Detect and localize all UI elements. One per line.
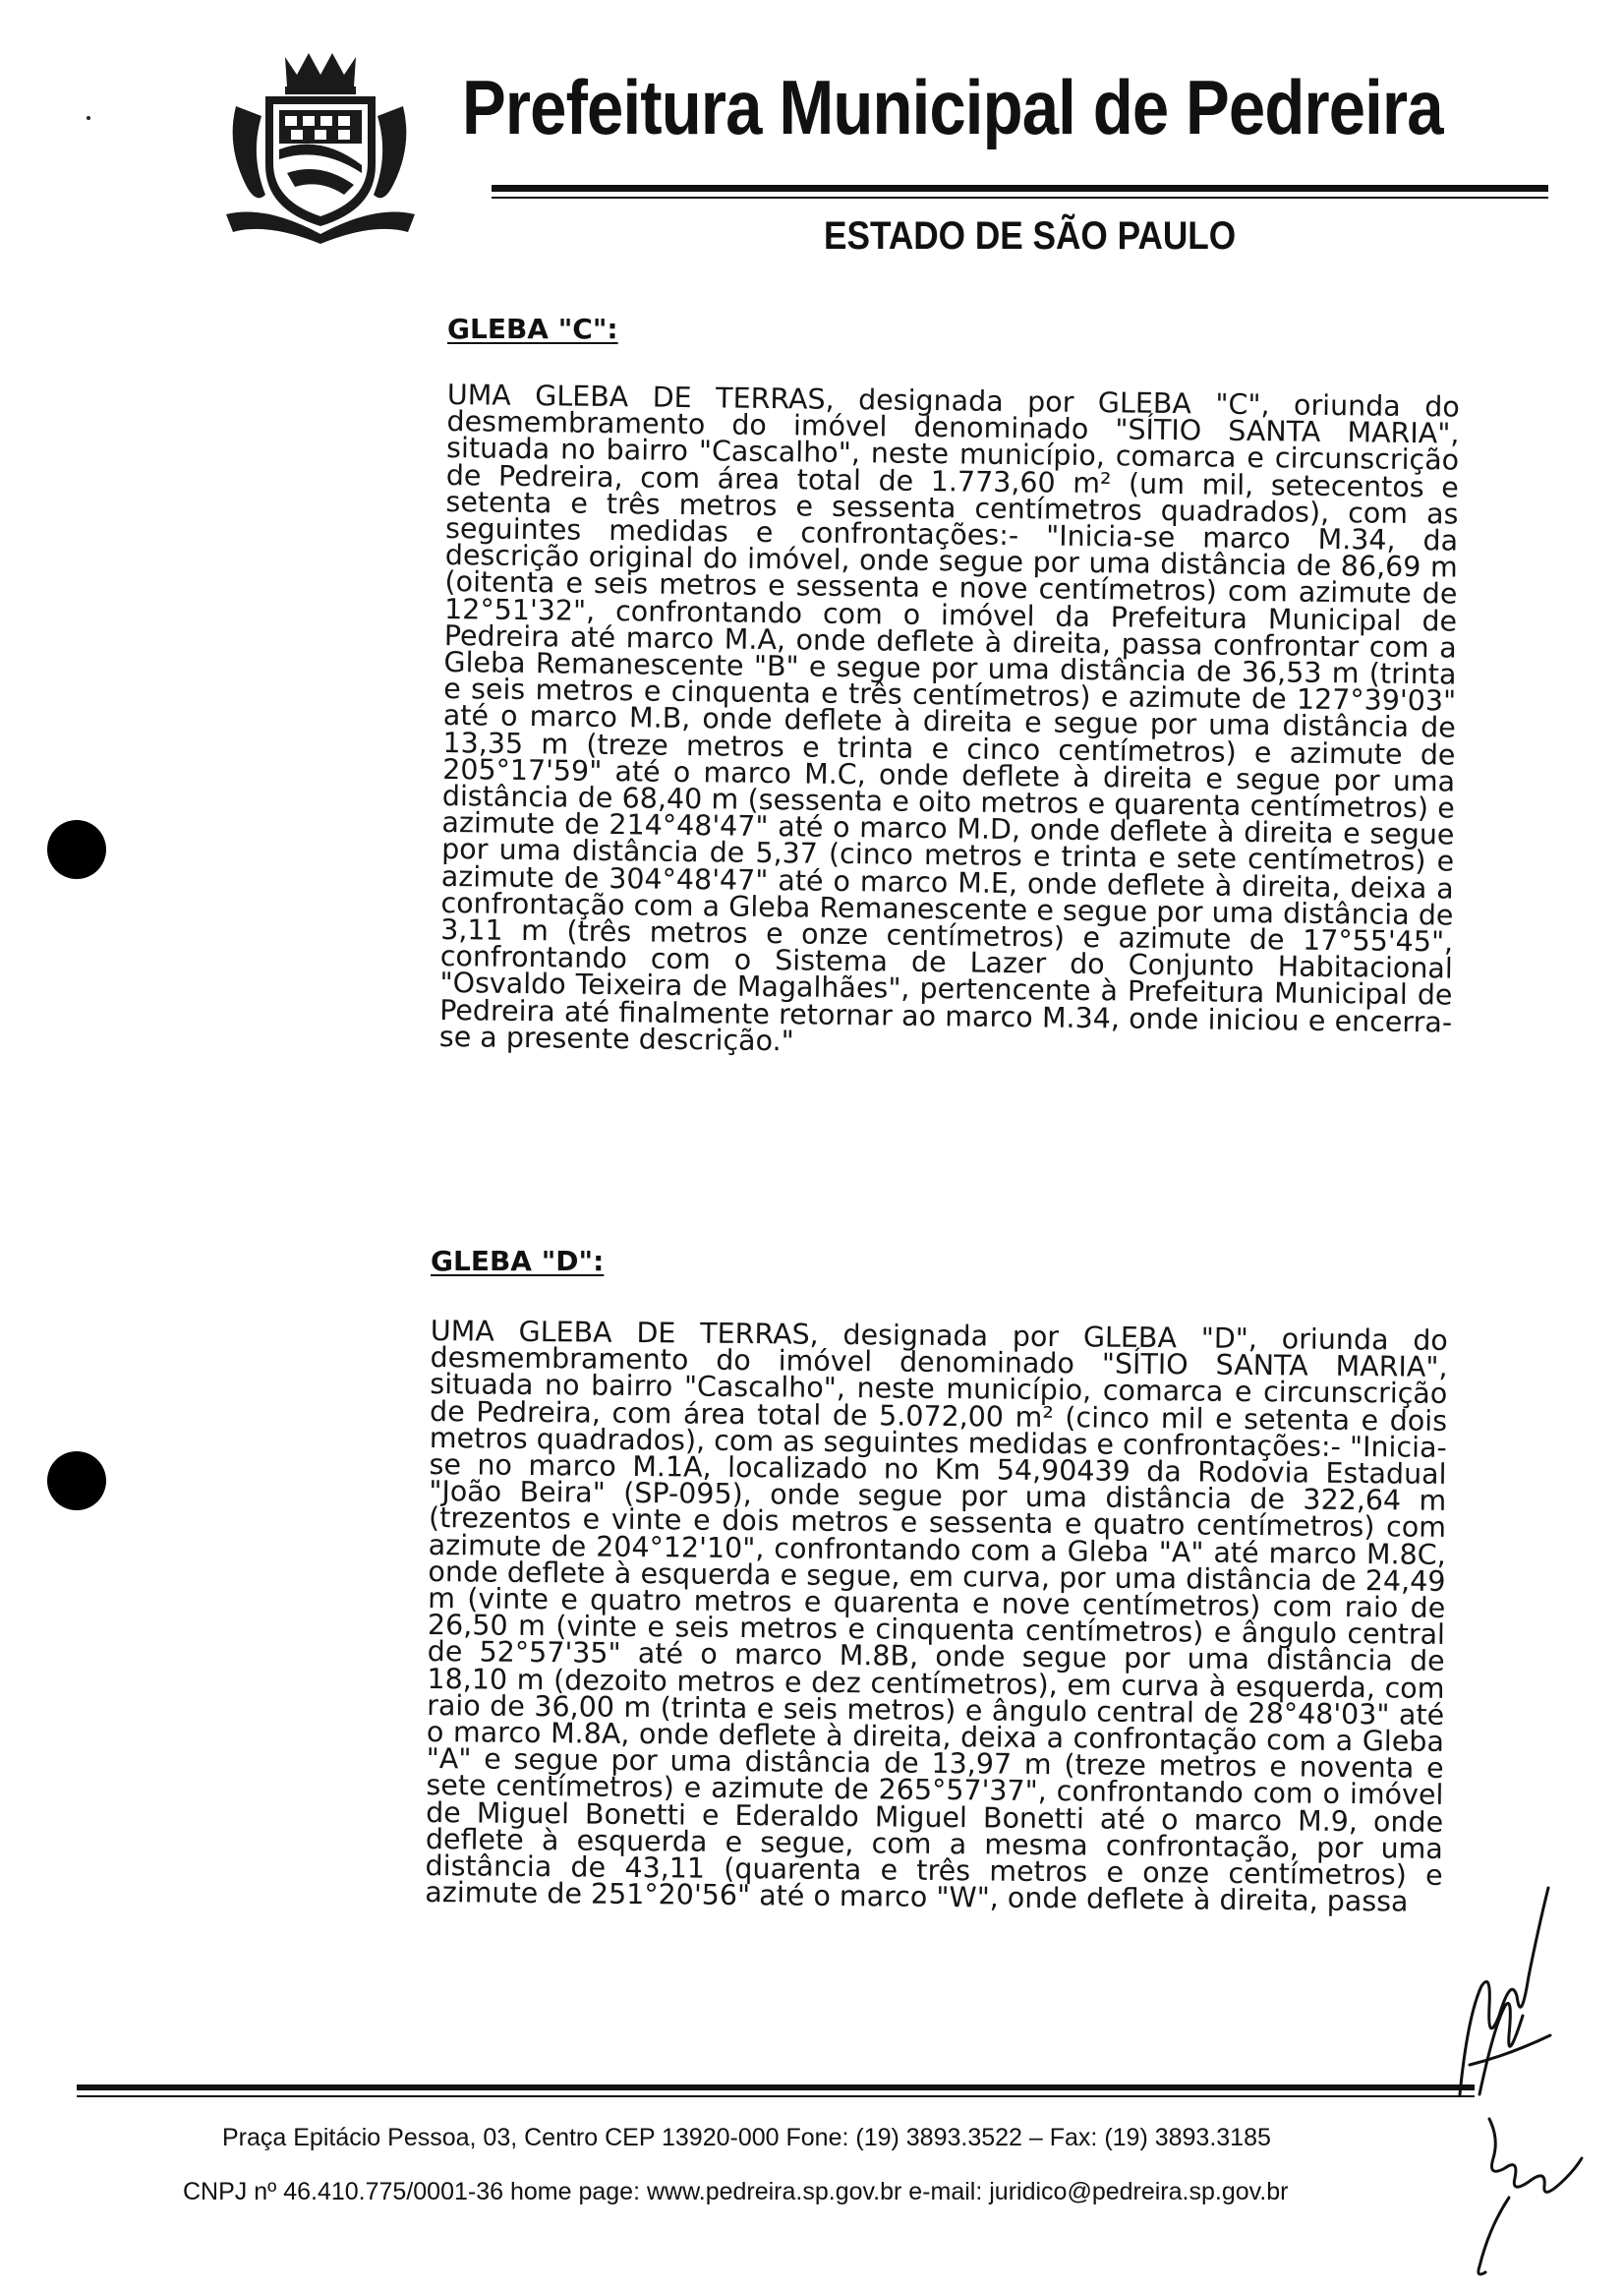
- header-rule-thin: [492, 197, 1548, 199]
- footer-address: Praça Epitácio Pessoa, 03, Centro CEP 13920-000 Fone: (19) 3893.3522 – Fax: (19) 3893.3185: [222, 2124, 1271, 2151]
- header-rule: [492, 185, 1548, 192]
- footer-rule: [77, 2084, 1475, 2090]
- page-subtitle: ESTADO DE SÃO PAULO: [824, 214, 1237, 258]
- section-heading: GLEBA "C":: [447, 313, 618, 345]
- page-title: Prefeitura Municipal de Pedreira: [462, 64, 1443, 150]
- section-heading: GLEBA "D":: [431, 1245, 605, 1277]
- municipal-coat-of-arms-icon: [206, 47, 433, 244]
- footer-contacts: CNPJ nº 46.410.775/0001-36 home page: www.pedreira.sp.gov.br e-mail: juridico@pedreira.sp.gov.br: [183, 2178, 1289, 2205]
- scan-speck: [87, 116, 90, 120]
- binder-hole-icon: [47, 1451, 106, 1510]
- section-paragraph: UMA GLEBA DE TERRAS, designada por GLEBA "C", oriunda do desmembramento do imóvel denominado "SÍTIO SANTA MARIA", situada no bairro "Cascalho", neste município, comarca e circunscrição de Pedreira, com área total de 1.773,60 m² (um mil, setecentos e setenta e três metros e sessenta centímetros quadrados), com as seguintes medidas e confrontações:- "Inicia-se marco M.34, da descrição original do imóvel, onde segue por uma distância de 86,69 m (oitenta e seis metros e sessenta e nove centímetros) com azimute de 12°51'32", confrontando com o imóvel da Prefeitura Municipal de Pedreira até marco M.A, onde deflete à direita, passa confrontar com a Gleba Remanescente "B" e segue por uma distância de 36,53 m (trinta e seis metros e cinquenta e três centímetros) e azimute de 127°39'03" até o marco M.B, onde deflete à direita e segue por uma distância de 13,35 m (treze metros e trinta e cinco centímetros) e azimute de 205°17'59" até o marco M.C, onde deflete à direita e segue por uma distância de 68,40 m (sessenta e oito metros e quarenta centímetros) e azimute de 214°48'47" até o marco M.D, onde deflete à direita e segue por uma distância de 5,37 (cinco metros e trinta e sete centímetros) e azimute de 304°48'47" até o marco M.E, onde deflete à direita, deixa a confrontação com a Gleba Remanescente e segue por uma distância de 3,11 m (três metros e onze centímetros) e azimute de 17°55'45", confrontando com o Sistema de Lazer do Conjunto Habitacional "Osvaldo Teixeira de Magalhães", pertencente à Prefeitura Municipal de Pedreira até finalmente retornar ao marco M.34, onde iniciou e encerra-se a presente descrição.": [438, 379, 1460, 1058]
- handwritten-signature-icon: [1450, 2099, 1588, 2281]
- binder-hole-icon: [47, 820, 106, 879]
- footer-rule-thin: [77, 2095, 1475, 2097]
- section-paragraph: UMA GLEBA DE TERRAS, designada por GLEBA "D", oriunda do desmembramento do imóvel denominado "SÍTIO SANTA MARIA", situada no bairro "Cascalho", neste município, comarca e circunscrição de Pedreira, com área total de 5.072,00 m² (cinco mil e setenta e dois metros quadrados), com as seguintes medidas e confrontações:- "Inicia-se no marco M.1A, localizado no Km 54,90439 da Rodovia Estadual "João Beira" (SP-095), onde segue por uma distância de 322,64 m (trezentos e vinte e dois metros e sessenta e quatro centímetros) com azimute de 204°12'10", confrontando com a Gleba "A" até marco M.8C, onde deflete à esquerda e segue, em curva, por uma distância de 24,49 m (vinte e quatro metros e quarenta e nove centímetros) com raio de 26,50 m (vinte e seis metros e cinquenta centímetros) e ângulo central de 52°57'35" até o marco M.8B, onde segue por uma distância de 18,10 m (dezoito metros e dez centímetros), em curva à esquerda, com raio de 36,00 m (trinta e seis metros) e ângulo central de 28°48'03" até o marco M.8A, onde deflete à direita, deixa a confrontação com a Gleba "A" e segue por uma distância de 13,97 m (treze metros e noventa e sete centímetros) e azimute de 265°57'37", confrontando com o imóvel de Miguel Bonetti e Ederaldo Miguel Bonetti até o marco M.9, onde deflete à esquerda e segue, com a mesma confrontação, por uma distância de 43,11 (quarenta e três metros e onze centímetros) e azimute de 251°20'56" até o marco "W", onde deflete à direita, passa: [425, 1315, 1448, 1918]
